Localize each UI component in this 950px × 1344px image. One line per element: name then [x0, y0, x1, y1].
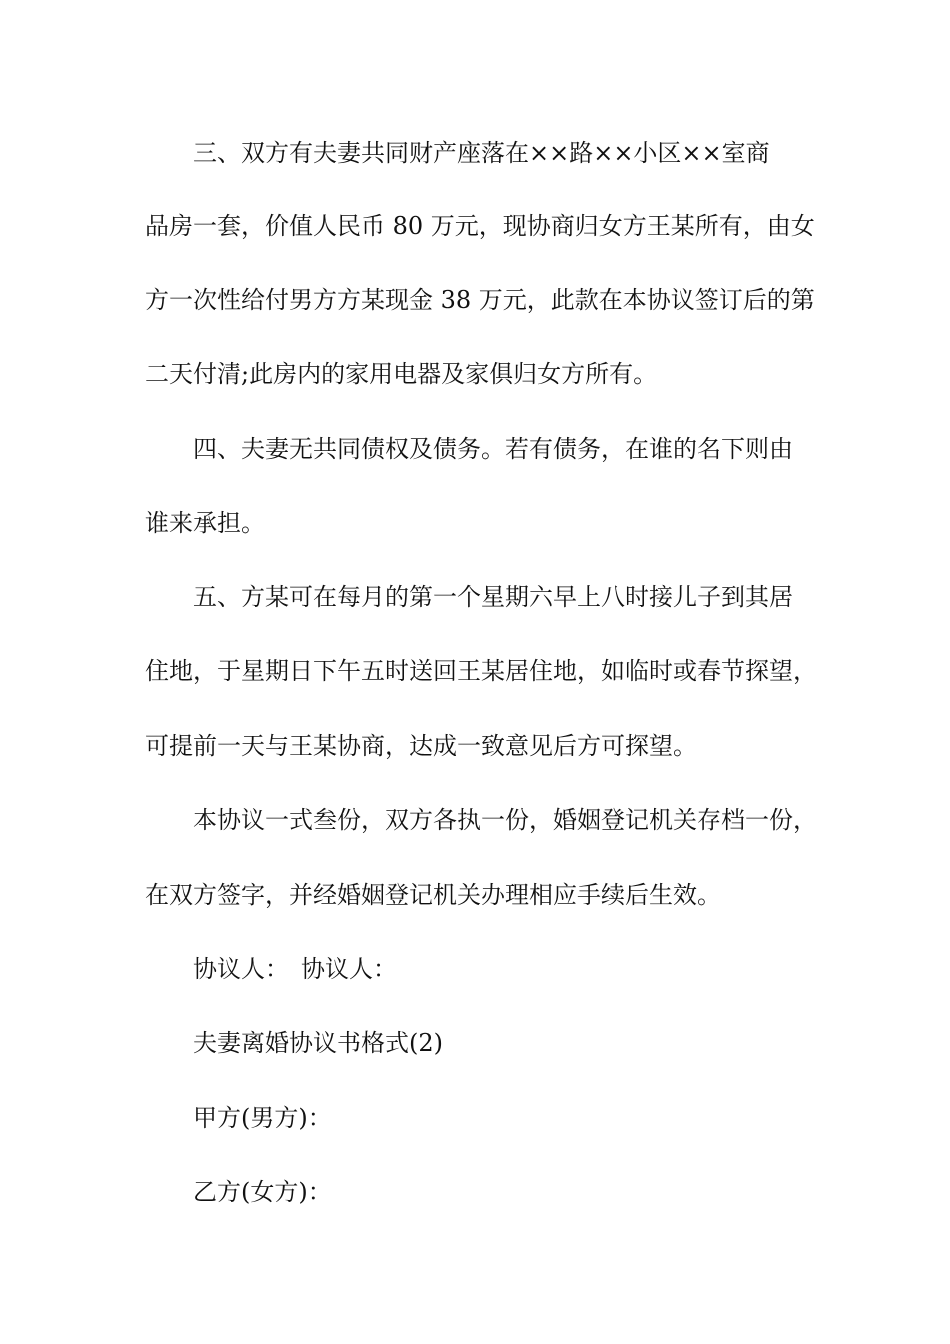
closing-paragraph-line-1: 本协议一式叁份，双方各执一份，婚姻登记机关存档一份， [193, 806, 817, 834]
paragraph-4-line-2: 谁来承担。 [145, 509, 265, 537]
paragraph-5-line-3: 可提前一天与王某协商，达成一致意见后方可探望。 [145, 732, 697, 760]
paragraph-3-line-3: 方一次性给付男方方某现金 38 万元，此款在本协议签订后的第 [145, 286, 815, 314]
party-b-line: 乙方(女方)： [193, 1178, 332, 1206]
paragraph-5-line-2: 住地，于星期日下午五时送回王某居住地，如临时或春节探望， [145, 657, 817, 685]
paragraph-5-line-1: 五、方某可在每月的第一个星期六早上八时接儿子到其居 [193, 583, 793, 611]
section-title: 夫妻离婚协议书格式(2) [193, 1029, 443, 1057]
party-a-line: 甲方(男方)： [193, 1104, 332, 1132]
paragraph-3-line-4: 二天付清;此房内的家用电器及家俱归女方所有。 [145, 360, 658, 388]
closing-paragraph-line-2: 在双方签字，并经婚姻登记机关办理相应手续后生效。 [145, 881, 721, 909]
signatories-line: 协议人： 协议人： [193, 955, 397, 983]
paragraph-4-line-1: 四、夫妻无共同债权及债务。若有债务，在谁的名下则由 [193, 435, 793, 463]
paragraph-3-line-1: 三、双方有夫妻共同财产座落在××路××小区××室商 [193, 139, 770, 167]
paragraph-3-line-2: 品房一套，价值人民币 80 万元，现协商归女方王某所有，由女 [145, 212, 815, 240]
